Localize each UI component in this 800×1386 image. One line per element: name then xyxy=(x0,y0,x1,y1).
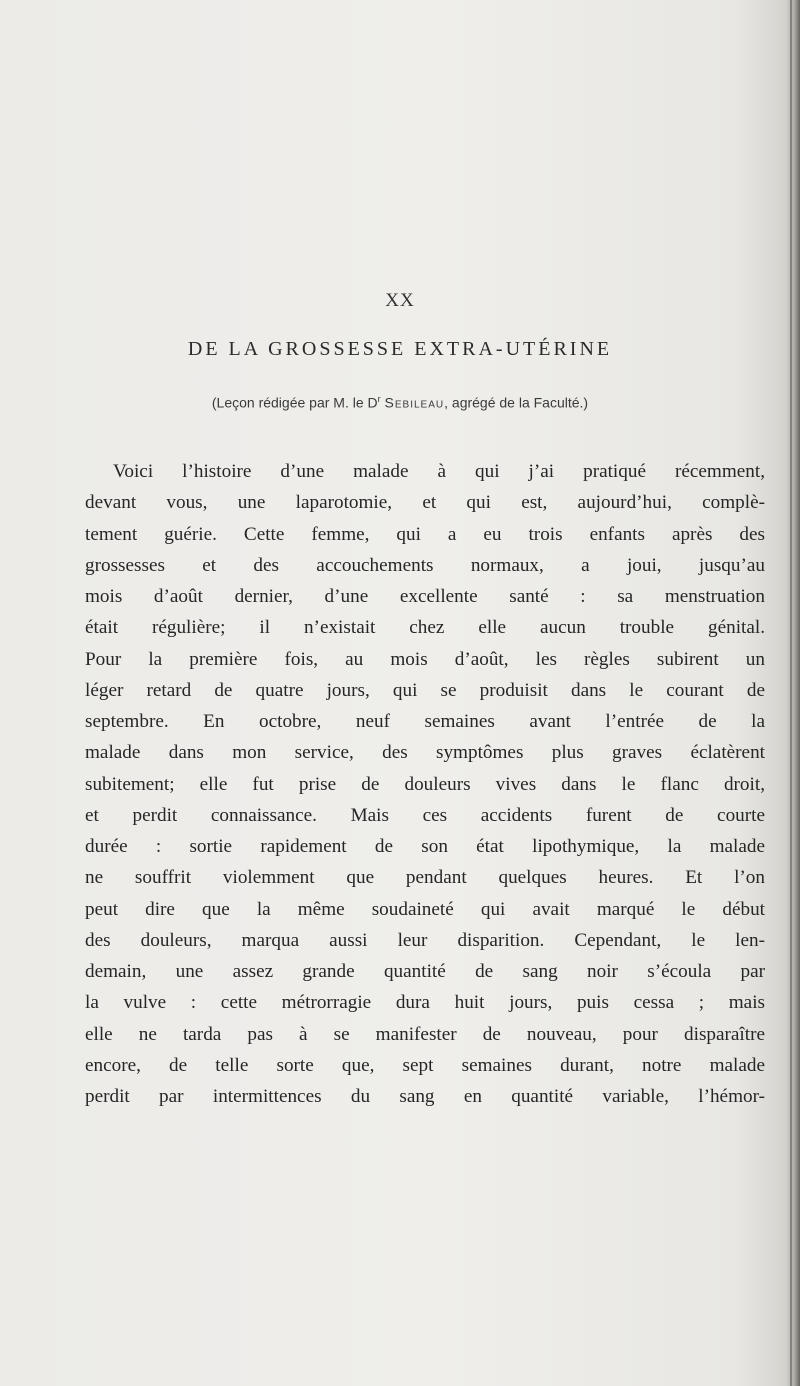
chapter-title: DE LA GROSSESSE EXTRA-UTÉRINE xyxy=(187,338,613,360)
text-line: des douleurs, marqua aussi leur disparition. Cependant, le len- xyxy=(85,929,765,951)
subtitle-suffix: , agrégé de la Faculté.) xyxy=(444,394,589,411)
text-line: léger retard de quatre jours, qui se produisit dans le courant de xyxy=(85,679,765,701)
text-line: tement guérie. Cette femme, qui a eu trois enfants après des xyxy=(85,523,765,545)
text-line: la vulve : cette métrorragie dura huit jours, puis cessa ; mais xyxy=(85,992,765,1014)
text-line: demain, une assez grande quantité de sang noir s’écoula par xyxy=(85,961,765,982)
page-edge-line xyxy=(790,0,792,1386)
text-line: malade dans mon service, des symptômes plus graves éclatèrent xyxy=(85,742,765,764)
text-line: perdit par intermittences du sang en quantité variable, l’hémor- xyxy=(85,1086,765,1107)
text-line: mois d’août dernier, d’une excellente santé : sa menstruation xyxy=(85,586,765,607)
text-line: subitement; elle fut prise de douleurs vives dans le flanc droit, xyxy=(85,773,765,795)
text-line: elle ne tarda pas à se manifester de nouveau, pour disparaître xyxy=(85,1023,765,1045)
text-line: grossesses et des accouchements normaux, a joui, jusqu’au xyxy=(85,554,765,576)
text-line: durée : sortie rapidement de son état lipothymique, la malade xyxy=(85,836,765,857)
text-line: Pour la première fois, au mois d’août, les règles subirent un xyxy=(85,648,765,670)
text-line: et perdit connaissance. Mais ces accidents furent de courte xyxy=(85,804,765,826)
text-line: peut dire que la même soudaineté qui avait marqué le début xyxy=(85,898,765,920)
text-line: devant vous, une laparotomie, et qui est, aujourd’hui, complè- xyxy=(85,492,765,514)
text-line: septembre. En octobre, neuf semaines avant l’entrée de la xyxy=(85,711,765,732)
subtitle-prefix: (Leçon rédigée par M. le D xyxy=(211,394,378,411)
text-line: ne souffrit violemment que pendant quelques heures. Et l’on xyxy=(85,867,765,889)
text-line: était régulière; il n’existait chez elle aucun trouble génital. xyxy=(85,617,765,639)
text-line: Voici l’histoire d’une malade à qui j’ai pratiqué récemment, xyxy=(113,461,765,482)
text-line: encore, de telle sorte que, sept semaines durant, notre malade xyxy=(85,1054,765,1076)
subtitle-author-name: Sebileau xyxy=(384,394,445,411)
chapter-subtitle xyxy=(0,394,800,411)
page-edge-shadow xyxy=(786,0,800,1386)
subtitle-superscript: r xyxy=(377,394,381,404)
chapter-number: XX xyxy=(385,290,415,311)
body-paragraph xyxy=(85,456,765,1112)
